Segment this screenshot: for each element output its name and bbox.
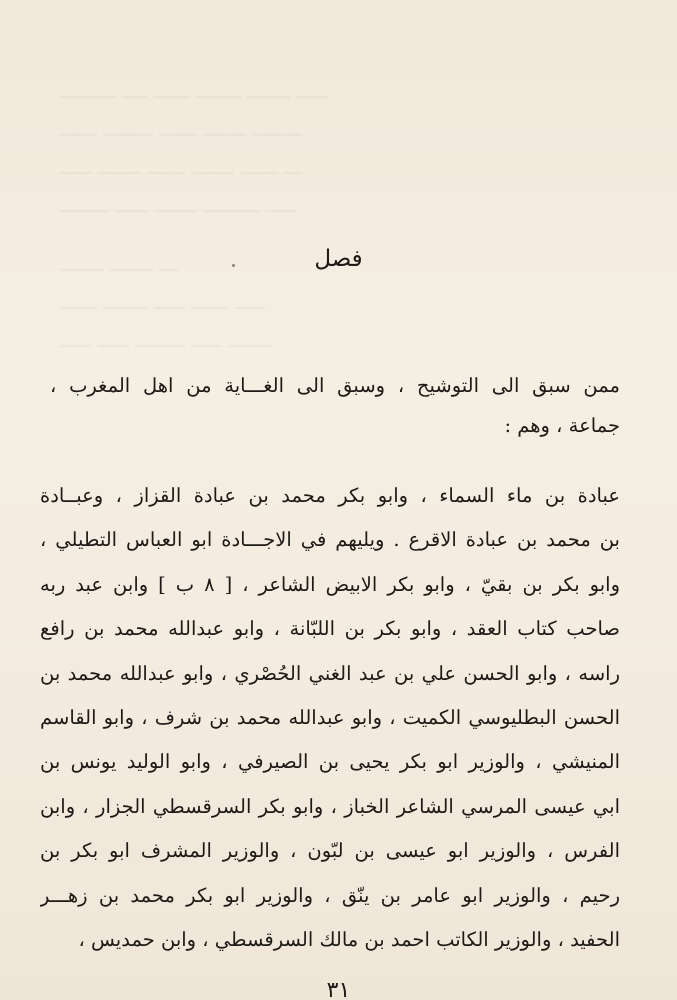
ink-speck bbox=[232, 264, 235, 267]
body-line: وابو بكر بن بقيّ ، وابو بكر الابيض الشاعر ، [ ٨ ب ] وابن عبد ربه bbox=[40, 572, 620, 596]
body-line: بن محمد بن عبادة الاقرع . ويليهم في الاجـــادة ابو العباس التطيلي ، bbox=[40, 528, 620, 552]
body-line: الحفيد ، والوزير الكاتب احمد بن مالك السرقسطي ، وابن حمديس ، bbox=[78, 928, 620, 952]
reverse-side-bleed-through: ـــــــــ ــــ ــــــ ـــــــ ـــــــ ـــــ ــــــ ــــــــ ــــــ ـــــــ ــــــــ ـــــ ـــــــ ــــــ ـــــــ ــــــ ـــ ــــــــ ـــــ ـــــــ ـــــــــ ـــــ bbox=[60, 79, 328, 217]
body-line: المنيشي ، والوزير ابو بكر يحيى بن الصيرفي ، وابو الوليد يونس بن bbox=[40, 750, 620, 774]
section-heading: فصل bbox=[314, 246, 363, 272]
body-line: الحسن البطليوسي الكميت ، وابو عبدالله محمد بن شرف ، وابو القاسم bbox=[40, 706, 620, 730]
body-line: عبادة بن ماء السماء ، وابو بكر محمد بن عبادة القزاز ، وعبــادة bbox=[40, 484, 620, 507]
body-line: صاحب كتاب العقد ، وابو بكر بن اللبّانة ، وابو عبدالله محمد بن رافع bbox=[40, 617, 620, 641]
body-line: ابي عيسى المرسي الشاعر الخباز ، وابو بكر السرقسطي الجزار ، وابن bbox=[40, 794, 620, 818]
intro-line: ممن سبق الى التوشيح ، وسبق الى الغـــاية من اهل المغرب ، bbox=[50, 374, 620, 397]
body-paragraph bbox=[40, 474, 620, 962]
body-line: راسه ، وابو الحسن علي بن عبد الغني الحُصْري ، وابو عبدالله محمد بن bbox=[40, 661, 620, 685]
body-line: رحيم ، والوزير ابو عامر بن ينّق ، والوزير ابو بكر محمد بن زهـــر bbox=[40, 883, 620, 907]
intro-paragraph bbox=[50, 366, 620, 446]
page-number: ٣١ bbox=[326, 978, 351, 1000]
reverse-side-bleed-through-lower: ـــــــ ـــــــ ـــ ــــــ ـــــــ ـــــ ــــــ ـــــ ـــــ ـــــ ــــــــ ـــــ ـــــــ bbox=[60, 252, 272, 352]
intro-line: جماعة ، وهم : bbox=[504, 414, 620, 437]
body-line: الفرس ، والوزير ابو عيسى بن لبّون ، والوزير المشرف ابو بكر بن bbox=[40, 839, 620, 863]
